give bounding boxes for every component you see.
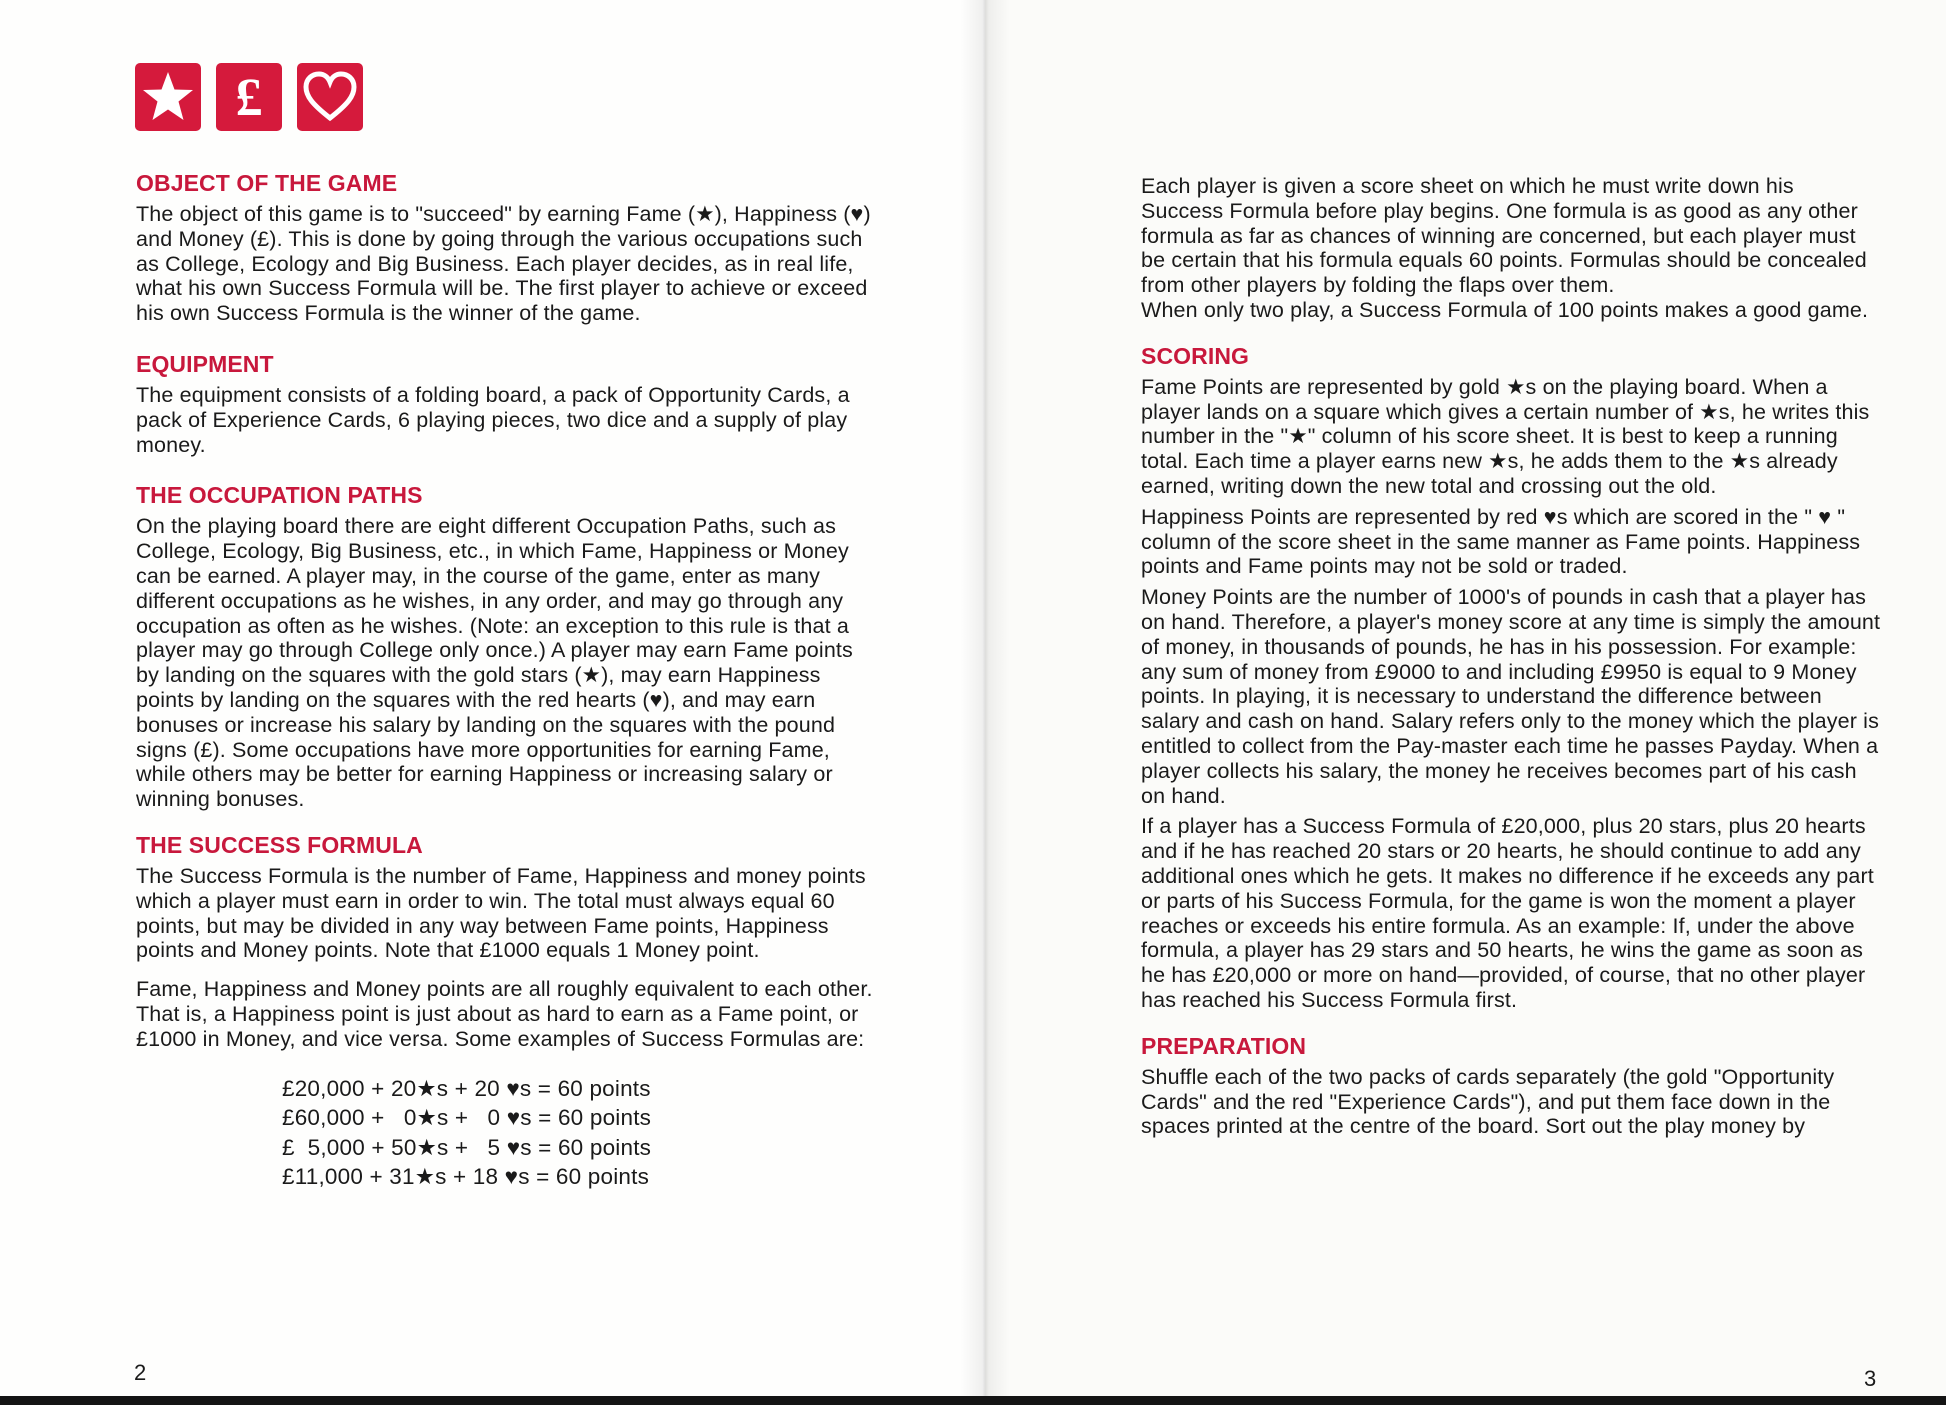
star-icon bbox=[135, 63, 201, 131]
preparation-heading: PREPARATION bbox=[1141, 1032, 1307, 1059]
preparation-text: Shuffle each of the two packs of cards separately (the gold "Opportunity Cards" and the red "Experience Cards"), and put them face down in the spaces printed at the centre of the board. Sort out the play money by bbox=[1141, 1064, 1835, 1139]
scan-bottom-edge bbox=[0, 1396, 1946, 1405]
success-heading: THE SUCCESS FORMULA bbox=[136, 831, 423, 858]
equipment-heading: EQUIPMENT bbox=[136, 350, 274, 377]
occupation-heading: THE OCCUPATION PATHS bbox=[136, 482, 423, 509]
formula-line: £11,000 + 31★s + 18 ♥s = 60 points bbox=[282, 1164, 650, 1190]
equipment-text: The equipment consists of a folding board, a pack of Opportunity Cards, a pack of Experience Cards, 6 playing pieces, two dice and a supply of play money. bbox=[136, 382, 850, 457]
object-heading: OBJECT OF THE GAME bbox=[136, 170, 398, 196]
intro-text: Each player is given a score sheet on which he must write down his Success Formula before play begins. One formula is as good as any other formula as far as chances of winning are concerned, but each player must be certain that his formula equals 60 points. Formulas should be concealed from other players by folding the flaps over them. bbox=[1141, 174, 1867, 298]
formula-line: £60,000 + 0★s + 0 ♥s = 60 points bbox=[282, 1105, 652, 1131]
page-number-right: 3 bbox=[1864, 1366, 1877, 1391]
two-player-text: When only two play, a Success Formula of 100 points makes a good game. bbox=[1141, 297, 1869, 322]
page-number-left: 2 bbox=[134, 1360, 147, 1385]
formula-examples bbox=[282, 1074, 876, 1192]
scoring-money-text: Money Points are the number of 1000's of pounds in cash that a player has on hand. Therefore, a player's money score at any time is simply the amount of money, in thousands of pounds, he has in his possession. For example: any sum of money from £9000 to and including £9950 is equal to 9 Money points. In playing, it is necessary to understand the difference between salary and cash on hand. Salary refers only to the money which the player is entitled to collect from the Pay-master each time he passes Payday. When a player collects his salary, the money he receives becomes part of his cash on hand. bbox=[1141, 585, 1881, 808]
occupation-text: On the playing board there are eight different Occupation Paths, such as College, Ecology, Big Business, etc., in which Fame, Happiness or Money can be earned. A player may, in the course of the game, enter as many different occupations as he wishes, in any order, and may go through any occupation as often as he wishes. (Note: an exception to this rule is that a player may go through College only once.) A player may earn Fame points by landing on the squares with the gold stars (★), may earn Happiness points by landing on the squares with the red hearts (♥), and may earn bonuses or increase his salary by landing on the squares with the pound signs (£). Some occupations have more opportunities for earning Fame, while others may be better for earning Happiness or increasing salary or winning bonuses. bbox=[136, 514, 853, 812]
book-gutter bbox=[960, 0, 1010, 1405]
formula-line: £20,000 + 20★s + 20 ♥s = 60 points bbox=[282, 1075, 651, 1101]
formula-line: £ 5,000 + 50★s + 5 ♥s = 60 points bbox=[282, 1134, 652, 1160]
scoring-example-text: If a player has a Success Formula of £20,000, plus 20 stars, plus 20 hearts and if he has reached 20 stars or 20 hearts, he should continue to add any additional ones which he gets. It makes no difference if he exceeds any part or parts of his Success Formula, for the game is won the moment a player reaches or exceeds his entire formula. As an example: If, under the above formula, a player has 29 stars and 50 hearts, he wins the game as soon as he has £20,000 or more on hand—provided, of course, that no other player has reached his Success Formula first. bbox=[1141, 814, 1874, 1012]
object-text: The object of this game is to "succeed" by earning Fame (★), Happiness (♥) and Money (£). This is done by going through the various occupations such as College, Ecology and Big Business. Each player decides, as in real life, what his own Success Formula will be. The first player to achieve or exceed his own Success Formula is the winner of the game. bbox=[136, 202, 871, 326]
scoring-heading: SCORING bbox=[1141, 342, 1250, 369]
pound-icon: £ bbox=[216, 63, 282, 131]
success-text-2: Fame, Happiness and Money points are all roughly equivalent to each other. That is, a Happiness point is just about as hard to earn as a Fame point, or £1000 in Money, and vice versa. Some examples of Success Formulas are: bbox=[136, 977, 873, 1051]
heart-icon bbox=[297, 63, 363, 131]
right-column bbox=[1141, 174, 1881, 1139]
scoring-happiness-text: Happiness Points are represented by red ♥s which are scored in the " ♥ " column of the score sheet in the same manner as Fame points. Happiness points and Fame points may not be sold or traded. bbox=[1141, 504, 1861, 579]
left-column bbox=[136, 170, 876, 1192]
scoring-fame-text: Fame Points are represented by gold ★s on the playing board. When a player lands on a square which gives a certain number of ★s, he writes this number in the "★" column of his score sheet. It is best to keep a running total. Each time a player earns new ★s, he adds them to the ★s already earned, writing down the new total and crossing out the old. bbox=[1141, 374, 1870, 498]
success-text-1: The Success Formula is the number of Fame, Happiness and money points which a player must earn in order to win. The total must always equal 60 points, but may be divided in any way between Fame points, Happiness points and Money points. Note that £1000 equals 1 Money point. bbox=[136, 863, 866, 963]
logo-icons bbox=[135, 63, 363, 131]
